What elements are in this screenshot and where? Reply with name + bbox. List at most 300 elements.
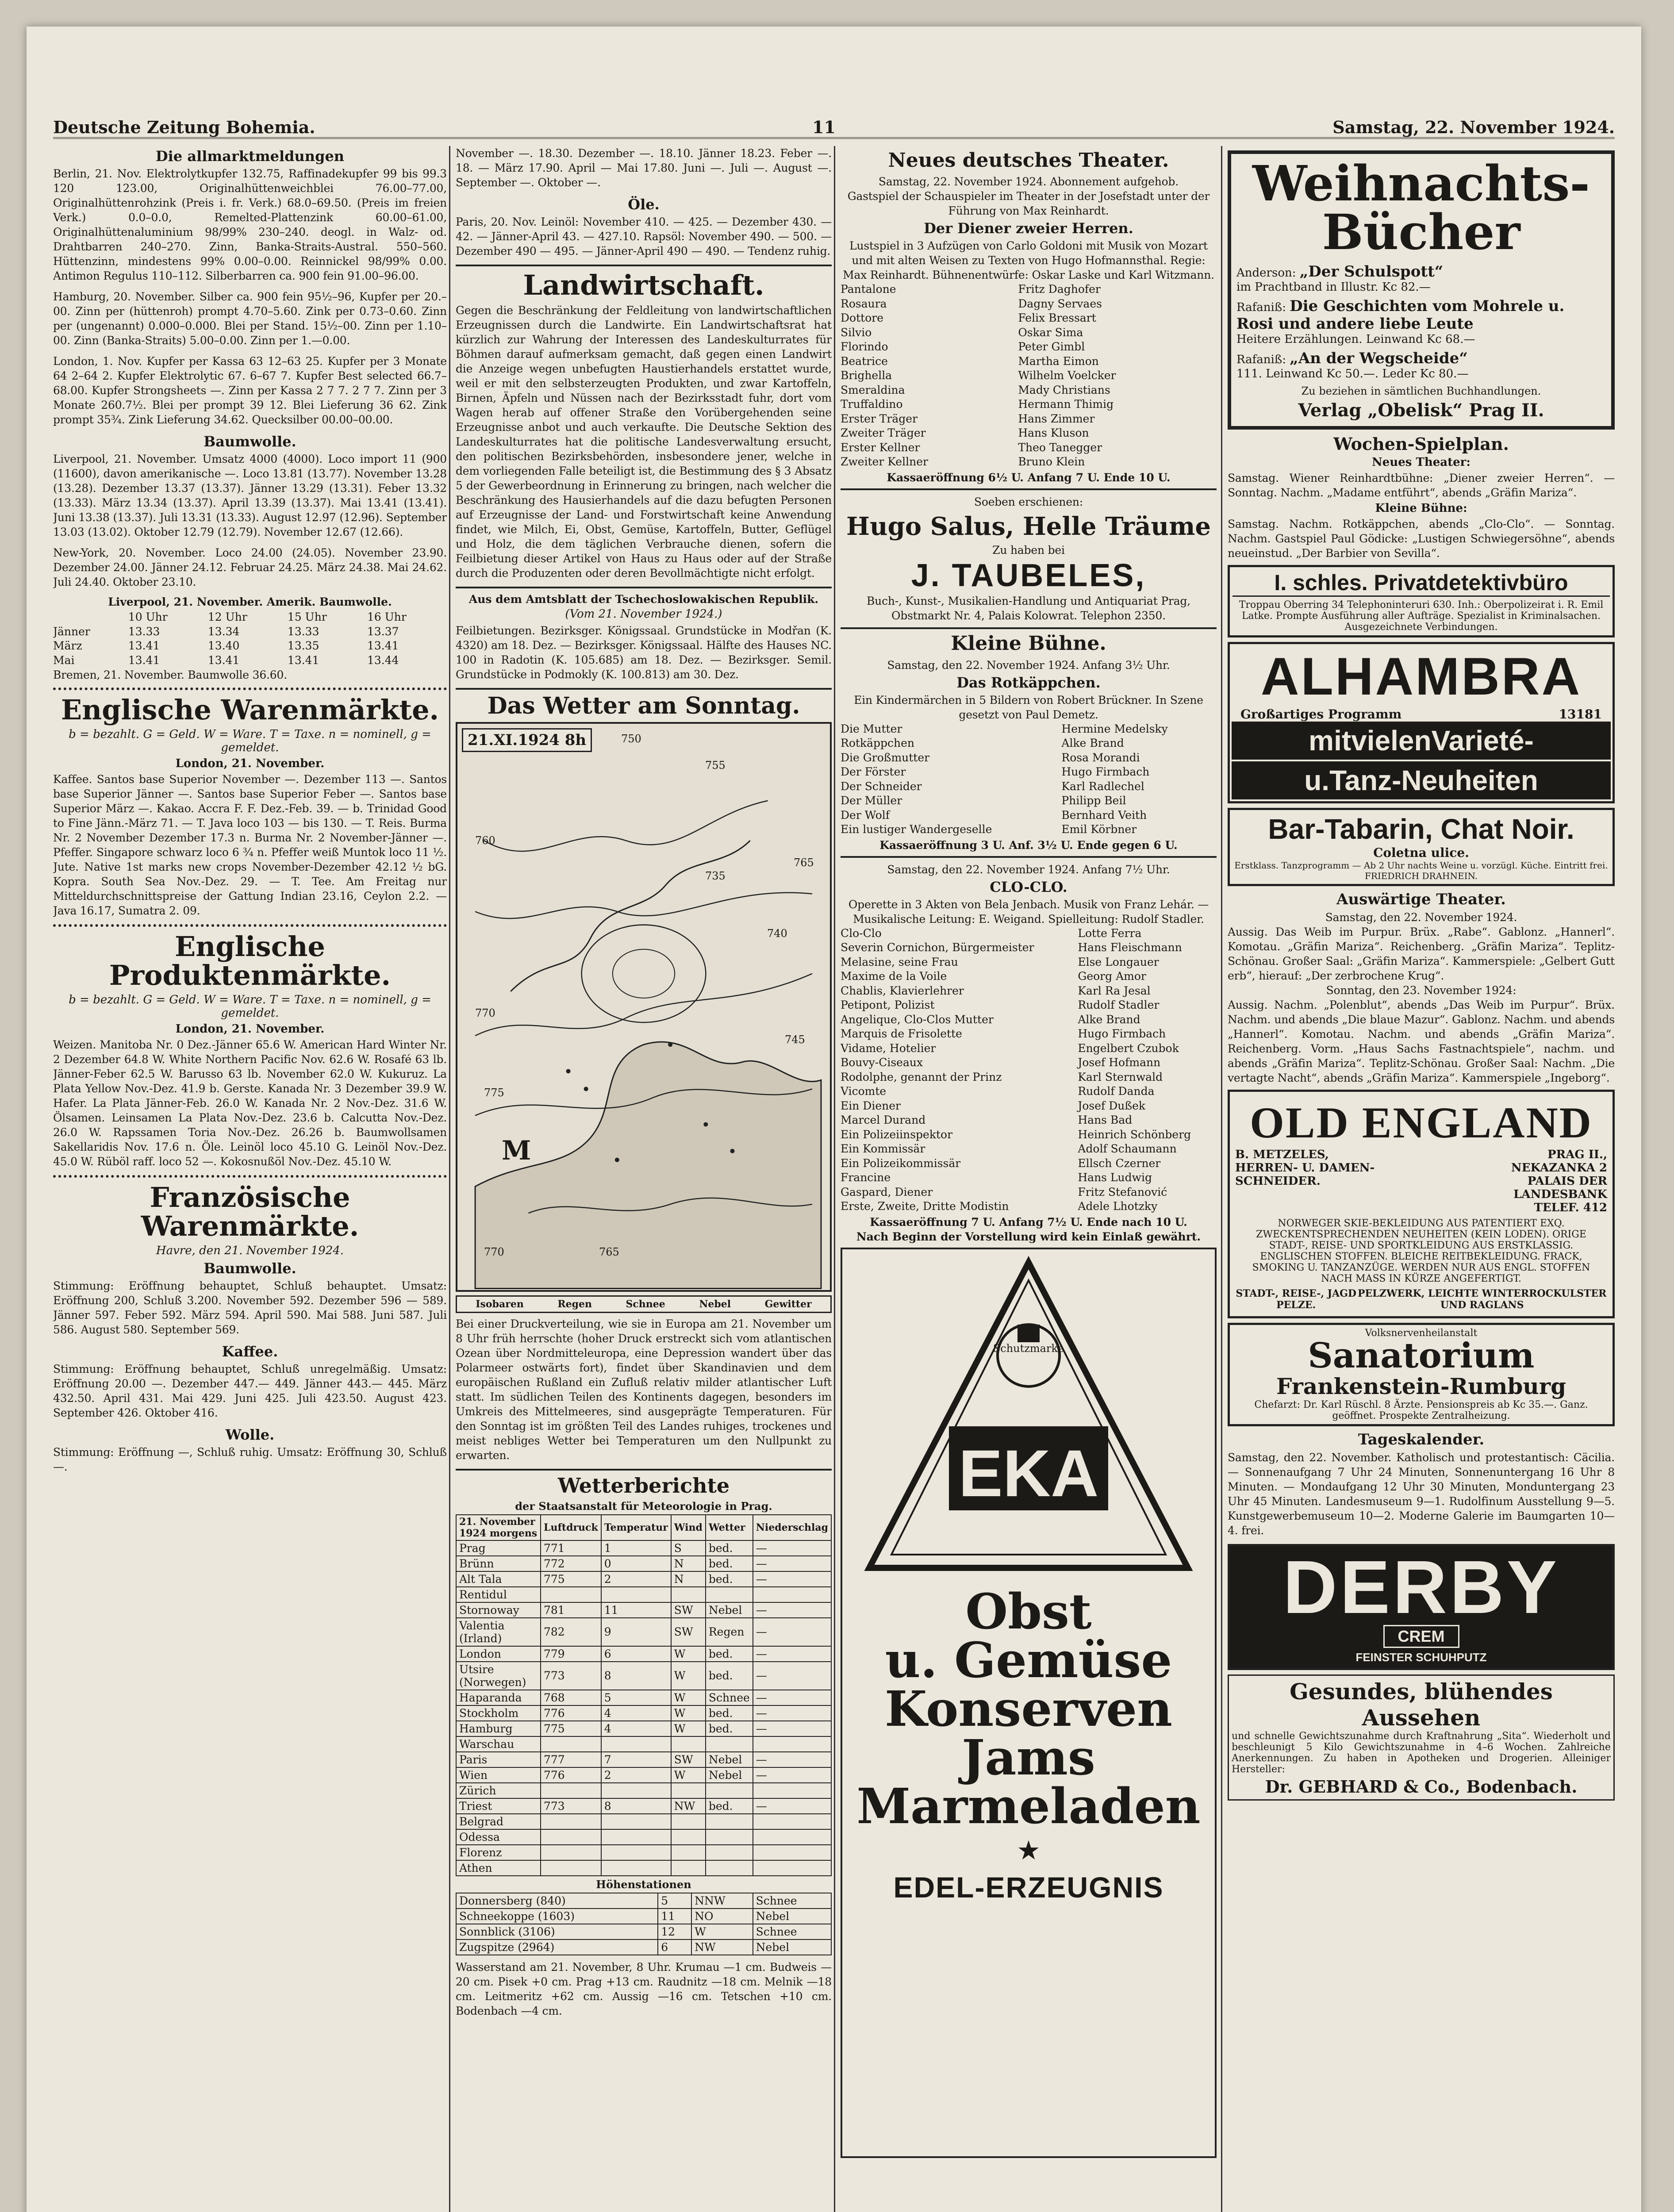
alhambra-line2: u.Tanz-Neuheiten <box>1232 761 1611 799</box>
tabarin-ad <box>1228 808 1615 886</box>
alpine-stations-heading: Höhenstationen <box>596 1878 691 1891</box>
cast-actor: Lotte Ferra <box>1078 926 1142 940</box>
cast-row <box>841 282 1217 297</box>
cast-row <box>841 354 1217 369</box>
table-row <box>456 1845 831 1860</box>
cast-role: Rotkäppchen <box>841 737 914 750</box>
cast-row <box>841 926 1217 941</box>
table-row <box>456 1798 831 1814</box>
cast-row <box>841 340 1217 354</box>
table-cell: 13.34 <box>207 625 240 638</box>
theater-play-title: Der Diener zweier Herren. <box>924 220 1133 237</box>
weather-table-header: Luftdruck <box>541 1515 601 1540</box>
weekly-nt-text: Samstag. Wiener Reinhardtbühne: „Diener zweier Herren“. — Sonntag. Nachm. „Madame entführt“, abends „Gräfin Mariza“. <box>1228 472 1615 499</box>
theater-play-desc: Lustspiel in 3 Aufzügen von Carlo Goldoni mit Musik von Mozart und mit alten Weisen zu Texten von Hugo Hofmannsthal. Regie: Max Reinhardt. Bühnenentwürfe: Oskar Laske und Karl Witzmann. <box>843 239 1214 282</box>
cast-role: Der Förster <box>841 765 906 779</box>
english-goods-heading: Englische Warenmärkte. <box>61 694 439 726</box>
table-cell: Jänner <box>53 625 90 638</box>
table-row <box>456 1924 831 1939</box>
eka-trademark: Schutzmarke <box>993 1342 1064 1355</box>
table-cell: 13.37 <box>367 625 399 638</box>
oils-report: Paris, 20. Nov. Leinöl: November 410. — 425. — Dezember 430. — 42. — Jänner-April 43. — 427.10. Rapsöl: November 490. — 500. — Dezember 490 — 495. — Jänner-April 490 — 490. — Tendenz ruhig. <box>456 215 832 257</box>
isobar-label: 760 <box>475 834 495 847</box>
table-cell: 773 <box>541 1798 601 1814</box>
legend-item: Regen <box>557 1298 592 1310</box>
tabarin-title: Bar-Tabarin, Chat Noir. <box>1268 813 1574 845</box>
table-row <box>456 1752 831 1767</box>
table-cell <box>671 1814 706 1829</box>
table-cell: Nebel <box>753 1939 831 1955</box>
cotton-table-header-cell: 12 Uhr <box>207 611 247 623</box>
table-cell <box>753 1814 831 1829</box>
table-cell: 8 <box>601 1662 671 1690</box>
table-cell <box>601 1829 671 1845</box>
alhambra-line1: mitvielenVarieté- <box>1232 722 1611 760</box>
oils-heading: Öle. <box>628 196 660 213</box>
cast-role: Der Schneider <box>841 780 922 793</box>
small-stage-desc: Ein Kindermärchen in 5 Bildern von Robert Brückner. In Szene gesetzt von Paul Demetz. <box>854 693 1203 721</box>
table-cell: 776 <box>541 1705 601 1721</box>
isobar-label: 755 <box>705 759 726 772</box>
small-stage-play: Das Rotkäppchen. <box>956 674 1101 691</box>
legend-item: Gewitter <box>764 1298 812 1310</box>
book-item <box>1236 349 1606 380</box>
table-cell: März <box>53 639 82 652</box>
table-cell: Paris <box>456 1752 541 1767</box>
agriculture-article: Gegen die Beschränkung der Feldleitung von landwirtschaftlichen Erzeugnissen durch die Landwirte. Ein Landwirtschaftsrat hat kürzlich zur Wahrung der Interessen des Landeskulturrates für Böhmen darauf aufmerksam gemacht, daß gegen einen Landwirt die Anzeige wegen unbefugten Haustierhandels erstattet wurde, weil er mit den selbsterzeugten Produkten, und zwar Kartoffeln, Birnen, Äpfeln und Nüssen nach der Bezirksstadt fuhr, dort vom Wagen herab auf offener Straße den Vorübergehenden seine Erzeugnisse anbot und auch verkaufte. Die Deutsche Sektion des Landeskulturrates hat die politische Landesverwaltung ersucht, den politischen Bezirksbehörden, insbesondere jener, welche in dem vorliegenden Falle beteiligt ist, die Bestimmung des § 3 Absatz 5 der Gewerbeordnung in Erinnerung zu bringen, nach welcher die Beschränkung des Hausierhandels auf die dazu befugten Personen auf Erzeugnisse der Land- und Forstwirtschaft keine Anwendung findet, wie Milch, Ei, Obst, Gemüse, Kartoffeln, Butter, Geflügel und Holz, die dem täglichen Verbrauche dienen, sofern die Feilbietung dieser Artikel von Haus zu Haus oder auf der Straße durch die Produzenten oder deren Bevollmächtigte nicht erfolgt. <box>456 304 832 580</box>
weather-heading: Das Wetter am Sonntag. <box>487 692 800 720</box>
table-cell: NNW <box>691 1893 753 1909</box>
column-rule <box>1221 146 1222 2212</box>
weather-table-header: Wind <box>671 1515 706 1540</box>
table-cell: 6 <box>658 1939 691 1955</box>
divider <box>53 687 447 690</box>
cast-role: Die Mutter <box>841 722 902 735</box>
table-cell <box>671 1736 706 1752</box>
cast-row <box>841 1199 1217 1214</box>
cast-row <box>841 736 1217 751</box>
table-cell <box>753 1860 831 1876</box>
alhambra-sub: Großartiges Programm <box>1240 707 1402 722</box>
table-cell: SW <box>671 1618 706 1646</box>
table-cell: — <box>753 1556 831 1571</box>
theater-times: Kassaeröffnung 6½ U. Anfang 7 U. Ende 10 U. <box>887 471 1171 484</box>
healthy-look-title: Gesundes, blühendes Aussehen <box>1290 1678 1553 1731</box>
cast-row <box>841 1070 1217 1085</box>
cast-row <box>841 1056 1217 1070</box>
column-rule <box>834 146 835 2212</box>
cast-row <box>841 412 1217 426</box>
weather-map-date: 21.XI.1924 8h <box>462 728 592 752</box>
cast-actor: Fritz Daghofer <box>1018 283 1101 296</box>
french-cotton-heading: Baumwolle. <box>203 1260 296 1277</box>
table-cell: N <box>671 1556 706 1571</box>
cast-row <box>841 1027 1217 1041</box>
theater-date: Samstag, 22. November 1924. Abonnement aufgehob. <box>878 175 1179 188</box>
cotton-table-header-cell: 10 Uhr <box>128 611 168 623</box>
book-title: Die Geschichten vom Mohrele u. Rosi und andere liebe Leute <box>1236 297 1565 333</box>
table-cell: 0 <box>601 1556 671 1571</box>
book-item <box>1236 297 1606 346</box>
newspaper-page <box>27 27 1641 2212</box>
cast-actor: Hans Fleischmann <box>1078 941 1182 954</box>
table-cell: 5 <box>658 1893 691 1909</box>
table-cell <box>706 1587 753 1602</box>
column-markets <box>53 146 447 2212</box>
table-cell: W <box>691 1924 753 1939</box>
table-row <box>456 1540 831 1556</box>
english-produce-date: London, 21. November. <box>175 1022 325 1036</box>
cast-actor: Adolf Schaumann <box>1078 1142 1177 1156</box>
cast-row <box>841 751 1217 765</box>
french-wool-heading: Wolle. <box>225 1426 275 1444</box>
isobar-label: 770 <box>484 1245 504 1258</box>
detective-title: I. schles. Privatdetektivbüro <box>1232 570 1610 597</box>
day-calendar-text: Samstag, den 22. November. Katholisch und protestantisch: Cäcilia. — Sonnenaufgang 7 Uhr 24 Minuten, Sonnenuntergang 16 Uhr 8 Minuten. — Mondaufgang 12 Uhr 30 Minuten, Monduntergang 23 Uhr 45 Minuten. Landesmuseum 9—1. Rudolfinum Ausstellung 9—5. Kunstgewerbemuseum 10—2. Moderne Galerie im Baumgarten 10—4. frei. <box>1228 1451 1615 1537</box>
table-cell: Schnee <box>753 1924 831 1939</box>
table-cell <box>671 1829 706 1845</box>
table-cell: 775 <box>541 1721 601 1736</box>
divider <box>456 688 832 690</box>
table-cell <box>601 1814 671 1829</box>
table-cell <box>541 1783 601 1798</box>
table-cell <box>541 1860 601 1876</box>
table-cell: 13.33 <box>128 625 160 638</box>
cast-row <box>841 326 1217 340</box>
old-england-building: PALAIS DER LANDESBANK <box>1513 1175 1607 1201</box>
cast-actor: Rosa Morandi <box>1061 751 1140 764</box>
taubeles-address: Buch-, Kunst-, Musikalien-Handlung und Antiquariat Prag, Obstmarkt Nr. 4, Palais Kolowrat. Telephon 2350. <box>867 595 1190 622</box>
official-gazette-text: Feilbietungen. Bezirksger. Königssaal. Grundstücke in Modřan (K. 4320) am 18. Dez. — Bezirksger. Königssaal. Hälfte des Hauses NC. 100 in Radotin (K. 105.685) am 18. Dez. — Bezirksger. Semil. Grundstücke in Podmokly (K. 100.813) am 30. Dez. <box>456 624 832 681</box>
cast-role: Der Müller <box>841 794 902 807</box>
old-england-bottom <box>1235 1288 1607 1311</box>
cast-role: Brighella <box>841 369 892 382</box>
table-cell: 13.41 <box>287 653 319 667</box>
table-cell: 13.33 <box>287 625 319 638</box>
book-price: Heitere Erzählungen. Leinwand Kc 68.— <box>1236 333 1475 346</box>
cast-actor: Karl Ra Jesal <box>1078 984 1151 997</box>
cast-role: Vicomte <box>841 1085 887 1098</box>
tabarin-sub: Coletna ulice. <box>1373 845 1469 860</box>
external-theaters-date2: Sonntag, den 23. November 1924: <box>1326 984 1517 997</box>
cast-role: Pantalone <box>841 283 896 296</box>
table-cell: — <box>753 1767 831 1783</box>
table-cell: Athen <box>456 1860 541 1876</box>
old-england-trade: HERREN- U. DAMEN-SCHNEIDER. <box>1235 1161 1375 1188</box>
table-cell: 2 <box>601 1571 671 1587</box>
cast-actor: Josef Dußek <box>1078 1099 1146 1112</box>
star-icon: ★ <box>1017 1835 1040 1866</box>
weekly-nt-heading: Neues Theater: <box>1372 456 1471 469</box>
french-coffee-report: Stimmung: Eröffnung behauptet, Schluß unregelmäßig. Umsatz: Eröffnung 20.00 —. Dezember 447.— 449. Jänner 443.— 445. März 432.50. April 431. Mai 429. Juni 425. Juli 423.50. August 423. September 426. Oktober 416. <box>53 1363 447 1420</box>
table-cell: 2 <box>601 1767 671 1783</box>
table-cell: W <box>671 1767 706 1783</box>
table-cell: 779 <box>541 1646 601 1662</box>
cast-row <box>841 397 1217 412</box>
table-cell: W <box>671 1662 706 1690</box>
cast-row <box>841 369 1217 383</box>
isobar-label: 735 <box>705 869 726 882</box>
table-cell: 13.41 <box>128 639 160 652</box>
table-cell: NW <box>671 1798 706 1814</box>
old-england-ad <box>1228 1090 1615 1318</box>
cast-role: Severin Cornichon, Bürgermeister <box>841 941 1034 954</box>
table-cell <box>706 1860 753 1876</box>
legend-item: Schnee <box>626 1298 665 1310</box>
cast-role: Petipont, Polizist <box>841 998 935 1012</box>
table-cell: NO <box>691 1909 753 1924</box>
table-cell: 772 <box>541 1556 601 1571</box>
cast-actor: Ellsch Czerner <box>1078 1156 1161 1170</box>
table-cell: Sonnblick (3106) <box>456 1924 658 1939</box>
divider <box>456 265 832 266</box>
table-cell: Stockholm <box>456 1705 541 1721</box>
weather-table-header: Temperatur <box>601 1515 671 1540</box>
eka-line-obst: Obst <box>965 1582 1092 1640</box>
table-cell: London <box>456 1646 541 1662</box>
cast-actor: Rudolf Danda <box>1078 1085 1155 1098</box>
christmas-books-title: Weihnachts-Bücher <box>1252 155 1590 261</box>
isobar-label: 765 <box>599 1245 619 1258</box>
eka-line-konserven: Konserven <box>884 1680 1173 1737</box>
table-cell: — <box>753 1690 831 1705</box>
header-page-number: 11 <box>812 117 836 137</box>
cast-actor: Dagny Servaes <box>1018 297 1102 310</box>
table-cell <box>753 1783 831 1798</box>
table-cell <box>706 1783 753 1798</box>
book-title: „An der Wegscheide“ <box>1290 349 1468 367</box>
small-stage-times: Kassaeröffnung 3 U. Anf. 3½ U. Ende gegen 6 U. <box>879 838 1178 852</box>
cotton-table-header-cell <box>53 610 128 625</box>
divider <box>53 924 447 927</box>
table-cell: Zugspitze (2964) <box>456 1939 658 1955</box>
sanatorium-title: Sanatorium <box>1308 1336 1535 1376</box>
table-cell: — <box>753 1662 831 1690</box>
book-author: Rafaniß: <box>1236 301 1286 314</box>
cast-row <box>841 455 1217 469</box>
cast-row <box>841 941 1217 955</box>
cast-role: Angelique, Clo-Clos Mutter <box>841 1013 994 1026</box>
cast-actor: Engelbert Czubok <box>1078 1041 1179 1055</box>
alhambra-subline <box>1232 707 1611 722</box>
cast-role: Chablis, Klavierlehrer <box>841 984 964 997</box>
table-cell: S <box>671 1540 706 1556</box>
table-cell <box>601 1783 671 1798</box>
table-cell: 13.35 <box>287 639 319 652</box>
sanatorium-ad <box>1228 1323 1615 1426</box>
cast-row <box>841 1128 1217 1142</box>
cast-role: Florindo <box>841 340 888 353</box>
table-row <box>456 1860 831 1876</box>
cast-actor: Wilhelm Voelcker <box>1018 369 1116 382</box>
eka-bottom-line: EDEL-ERZEUGNIS <box>893 1870 1164 1904</box>
cloclo-cast <box>841 926 1217 1214</box>
english-produce-legend: b = bezahlt. G = Geld. W = Ware. T = Taxe. n = nominell, g = gemeldet. <box>69 993 431 1020</box>
table-cell: Mai <box>53 653 75 667</box>
table-cell: Schneekoppe (1603) <box>456 1909 658 1924</box>
cast-actor: Hans Bad <box>1078 1114 1133 1127</box>
table-cell: Stornoway <box>456 1602 541 1618</box>
weather-table-header: Wetter <box>706 1515 753 1540</box>
book-author: Rafaniß: <box>1236 353 1286 366</box>
cast-role: Gaspard, Diener <box>841 1185 933 1198</box>
salus-ad <box>841 495 1217 623</box>
eka-brand: EKA <box>958 1436 1099 1510</box>
table-cell <box>706 1829 753 1845</box>
table-cell: 8 <box>601 1798 671 1814</box>
small-stage-cast <box>841 722 1217 837</box>
cast-role: Francine <box>841 1171 891 1184</box>
cast-actor: Heinrich Schönberg <box>1078 1128 1191 1141</box>
english-produce-report: Weizen. Manitoba Nr. 0 Dez.-Jänner 65.6 W. American Hard Winter Nr. 2 Dezember 64.8 W. White Northern Pacific Nov. 62.6 W. Rosafé 63 lb. Jänner-Feber 62.5 W. Barusso 63 lb. November 62.0 W. Kukuruz. La Plata Yellow Nov.-Dez. 41.9 b. Gerste. Kanada Nr. 3 Dezember 39.9 W. Hafer. La Plata Jänner-Feb. 26.0 W. Kanada Nr. 2 Nov.-Dez. 31.6 W. Ölsamen. Leinsamen La Plata Nov.-Dez. 23.6 b. Calcutta Nov.-Dez. 26.0 W. Rapssamen Toria Nov.-Dez. 26.26 b. Baumwollsamen Sakellaridis Nov. 17.6 n. Öle. Leinöl loco 45.10 G. Leinöl Nov.-Dez. 45.0 W. Rüböl raff. loco 52 —. Kokosnußöl Nov.-Dez. 45.10 W. <box>53 1038 447 1168</box>
table-cell: 13.40 <box>207 639 240 652</box>
table-cell: 781 <box>541 1602 601 1618</box>
salus-ad-pre: Soeben erschienen: <box>974 495 1083 508</box>
cloclo-times: Kassaeröffnung 7 U. Anfang 7½ U. Ende nach 10 U. <box>870 1215 1187 1229</box>
alhambra-phone: 13181 <box>1559 707 1602 722</box>
cast-row <box>841 822 1217 837</box>
book-item <box>1236 263 1606 294</box>
table-cell: W <box>671 1690 706 1705</box>
cloclo-title: CLO-CLO. <box>990 878 1067 895</box>
small-stage-heading: Kleine Bühne. <box>951 632 1106 655</box>
tabarin-text: Erstklass. Tanzprogramm — Ab 2 Uhr nachts Weine u. vorzügl. Küche. Eintritt frei. FRIEDRICH DRAHNEIN. <box>1234 860 1608 881</box>
old-england-text: NORWEGER SKIE-BEKLEIDUNG AUS PATENTIERT EXQ. ZWECKENTSPRECHENDEN NEUHEITEN (KEIN LODEN). ORIGE STADT-, REISE- UND SPORTKLEIDUNG AUS ERSTKLASSIG. ENGLISCHEN STOFFEN. BLEICHE REITBEKLEIDUNG. FRACK, SMOKING U. TANZANZÜGE. WERDEN NUR AUS ENGL. STOFFEN NACH MASS IN KÜRZE ANGEFERTIGT. <box>1252 1218 1590 1284</box>
table-cell: 773 <box>541 1662 601 1690</box>
cast-row <box>841 1013 1217 1027</box>
cotton-table-title: Liverpool, 21. November. Amerik. Baumwolle. <box>108 595 392 608</box>
agriculture-heading: Landwirtschaft. <box>523 269 764 301</box>
english-goods-legend: b = bezahlt. G = Geld. W = Ware. T = Taxe. n = nominell, g = gemeldet. <box>69 728 431 755</box>
cast-actor: Adele Lhotzky <box>1078 1200 1158 1213</box>
cast-role: Ein Kommissär <box>841 1142 925 1156</box>
cast-row <box>841 311 1217 326</box>
cast-row <box>841 441 1217 455</box>
french-cotton-report: Stimmung: Eröffnung behauptet, Schluß behauptet. Umsatz: Eröffnung 200, Schluß 3.200. November 592. Dezember 596 — 589. Jänner 597. Feber 592. März 594. April 590. Mai 588. Juni 587. Juli 586. August 580. September 569. <box>53 1279 447 1336</box>
external-theaters-date1: Samstag, den 22. November 1924. <box>1325 911 1517 924</box>
water-level-report: Wasserstand am 21. November, 8 Uhr. Krumau —1 cm. Budweis —20 cm. Pisek +0 cm. Prag +13 cm. Raudnitz —18 cm. Melnik —18 cm. Leitmeritz +62 cm. Aussig —16 cm. Tetschen +10 cm. Bodenbach —4 cm. <box>456 1960 832 2017</box>
cotton-heading: Baumwolle. <box>203 433 296 450</box>
isobar-label: 775 <box>484 1086 504 1099</box>
cast-row <box>841 1041 1217 1056</box>
cast-row <box>841 1142 1217 1156</box>
table-cell: bed. <box>706 1798 753 1814</box>
theater-cast-list <box>841 282 1217 469</box>
english-goods-date: London, 21. November. <box>175 757 325 771</box>
weekly-program-heading: Wochen-Spielplan. <box>1333 434 1509 454</box>
alpine-stations-table <box>456 1893 832 1955</box>
old-england-city: PRAG II., <box>1547 1148 1607 1161</box>
weekly-kb-heading: Kleine Bühne: <box>1375 502 1467 515</box>
cast-actor: Alke Brand <box>1061 737 1124 750</box>
paris-grain-report: November —. 18.30. Dezember —. 18.10. Jänner 18.23. Feber —. 18. — März 17.90. April — Mai 17.80. Juni —. Juli —. August —. September —. Oktober —. <box>456 147 832 189</box>
alhambra-ad <box>1228 642 1615 803</box>
table-cell: W <box>671 1646 706 1662</box>
cast-role: Truffaldino <box>841 398 903 411</box>
cast-row <box>841 1171 1217 1185</box>
cast-actor: Hugo Firmbach <box>1061 765 1150 779</box>
cast-actor: Rudolf Stadler <box>1078 998 1160 1012</box>
isobar-label: 765 <box>794 856 814 869</box>
day-calendar-heading: Tageskalender. <box>1358 1431 1485 1448</box>
table-row <box>456 1662 831 1690</box>
salus-ad-sub: Zu haben bei <box>992 544 1065 557</box>
table-cell <box>601 1587 671 1602</box>
cast-row <box>841 297 1217 311</box>
table-cell: Prag <box>456 1540 541 1556</box>
cast-role: Silvio <box>841 326 872 339</box>
table-row <box>53 653 447 668</box>
table-row <box>456 1909 831 1924</box>
table-cell: Triest <box>456 1798 541 1814</box>
cast-actor: Hugo Firmbach <box>1078 1027 1166 1041</box>
weather-forecast-text: Bei einer Druckverteilung, wie sie in Europa am 21. November um 8 Uhr früh herrschte (hoher Druck erstreckt sich vom atlantischen Ozean über Nordmitteleuropa, eine Depression wandert über das Polarmeer ostwärts fort), findet über Skandinavien und dem europäischen Rußland ein Zufluß relativ milder atlantischer Luft statt. Im südlichen Teilen des Kontinents dagegen, besonders im Umkreis des Mittelmeeres, sind ausgeprägte Temperaturen. Für den Sonntag ist im größten Teil des Landes ruhiges, trockenes und meist nebliges Wetter bei Temperaturen um den Nullpunkt zu erwarten. <box>456 1317 832 1462</box>
old-england-left <box>1235 1148 1443 1214</box>
table-cell: Zürich <box>456 1783 541 1798</box>
cotton-price-table <box>53 610 447 668</box>
table-row <box>456 1767 831 1783</box>
christmas-books-list <box>1236 263 1606 380</box>
weather-table-header: 21. November 1924 morgens <box>456 1515 541 1540</box>
divider <box>841 488 1217 490</box>
cast-actor: Alke Brand <box>1078 1013 1140 1026</box>
table-cell: W <box>671 1705 706 1721</box>
cast-role: Clo-Clo <box>841 926 882 940</box>
derby-ad <box>1228 1544 1615 1670</box>
table-cell: Warschau <box>456 1736 541 1752</box>
english-goods-report: Kaffee. Santos base Superior November —. Dezember 113 —. Santos base Superior Jänner —. Santos base Superior Feber —. Santos base Superior März —. Kakao. Accra F. F. Dez.-Feb. 39. — b. Trinidad Good to Fine Jänn.-März 71. — T. Java loco 103 — bis 130. — T. Reis. Burma Nr. 2 November Dezember 17.3 n. Burma Nr. 2 November-Jänner —. Pfeffer. Singapore schwarz loco 6 ¾ n. Pfeffer weiß Muntok loco 11 ½. Jute. Native 1st marks new crops November-Dezember 42.12 ½ bG. Kopra. South Sea Nov.-Dez. 29. — T. Tee. Am Freitag nur Mitteldurchschnittspreise der Gattung Indian 23.16, Ceylon 2.2. — Java 16.17, Sumatra 2. 09. <box>53 773 447 918</box>
table-cell: Schnee <box>706 1690 753 1705</box>
hamburg-metal-report: Hamburg, 20. November. Silber ca. 900 fein 95½–96, Kupfer per 20.–00. Zinn per (hüttenroh) prompt 4.70–5.60. Zink per 0.73–0.60. Zinn per (ungenannt) 0.000–0.000. Blei per Stand. 15½–00. Zinn per 1.10–00. Zinn (Banka-Straits) 5.00–0.00. Zinn per 1.—0.00. <box>53 290 447 347</box>
table-cell <box>541 1829 601 1845</box>
table-cell <box>706 1845 753 1860</box>
external-theaters-heading: Auswärtige Theater. <box>1336 891 1506 908</box>
french-wool-report: Stimmung: Eröffnung —, Schluß ruhig. Umsatz: Eröffnung 30, Schluß —. <box>53 1446 447 1474</box>
eka-line-jams: Jams <box>962 1728 1095 1786</box>
eka-advertisement <box>841 1248 1217 2158</box>
newyork-cotton-report: New-York, 20. November. Loco 24.00 (24.05). November 23.90. Dezember 24.00. Jänner 24.12. Februar 24.25. März 24.38. Mai 24.62. Juli 24.40. Oktober 23.10. <box>53 546 447 588</box>
table-cell <box>753 1736 831 1752</box>
table-cell: Odessa <box>456 1829 541 1845</box>
table-cell: Valentia (Irland) <box>456 1618 541 1646</box>
table-cell: bed. <box>706 1721 753 1736</box>
table-cell: 776 <box>541 1767 601 1783</box>
cast-actor: Peter Gimbl <box>1018 340 1085 353</box>
cast-role: Erste, Zweite, Dritte Modistin <box>841 1200 1009 1213</box>
cast-row <box>841 955 1217 970</box>
table-cell <box>601 1845 671 1860</box>
column-advertisements <box>1228 146 1615 2212</box>
table-cell: — <box>753 1540 831 1556</box>
detective-text: Troppau Oberring 34 Telephoninteruri 630. Inh.: Oberpolizeirat i. R. Emil Latke. Prompte Ausführung aller Aufträge. Spezialist in Kriminalsachen. Ausgezeichnete Verbindungen. <box>1239 599 1604 633</box>
table-cell: N <box>671 1571 706 1587</box>
column-rule <box>449 146 450 2212</box>
table-cell: Brünn <box>456 1556 541 1571</box>
isobar-label: 770 <box>475 1006 495 1019</box>
legend-item: Nebel <box>699 1298 731 1310</box>
cast-role: Ein Polizeiinspektor <box>841 1128 953 1141</box>
table-cell: Hamburg <box>456 1721 541 1736</box>
theater-heading: Neues deutsches Theater. <box>888 149 1169 172</box>
table-cell <box>753 1829 831 1845</box>
cast-role: Die Großmutter <box>841 751 930 764</box>
sanatorium-pre: Volksnervenheilanstalt <box>1365 1328 1478 1339</box>
table-cell: 782 <box>541 1618 601 1646</box>
alhambra-title: ALHAMBRA <box>1260 647 1582 706</box>
isobar-label: 750 <box>621 732 641 745</box>
table-row <box>456 1602 831 1618</box>
table-cell: 1 <box>601 1540 671 1556</box>
